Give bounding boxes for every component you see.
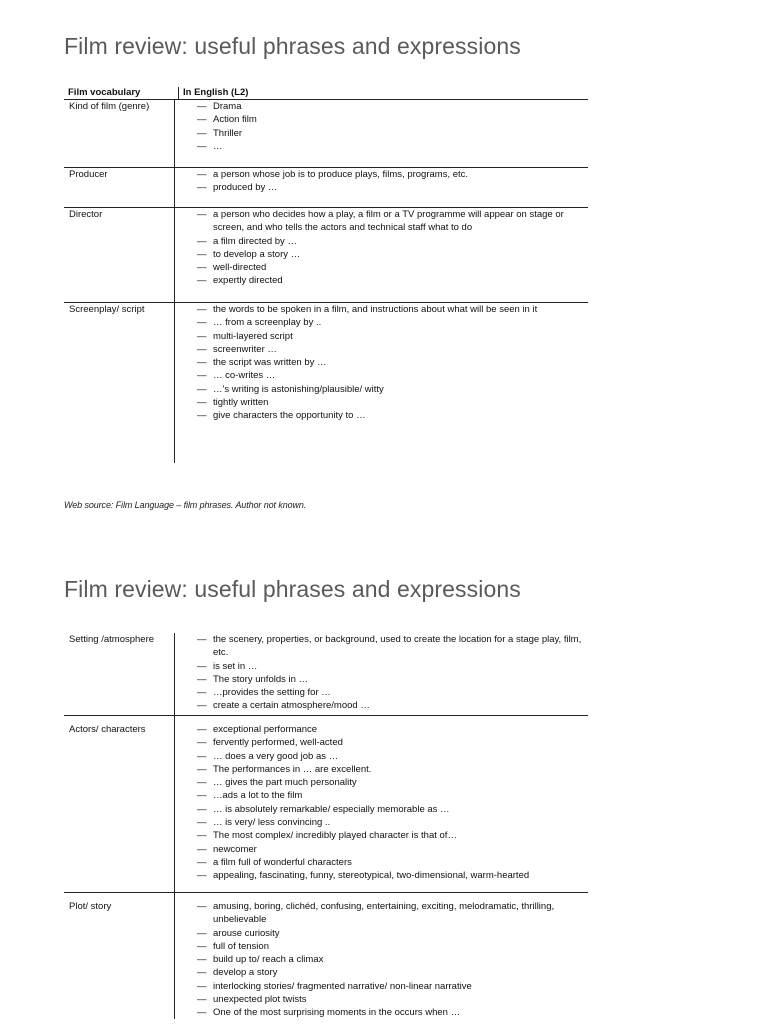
list-item (197, 803, 588, 816)
dash-bullet: — (197, 397, 207, 409)
row-label: Screenplay/ script (69, 304, 145, 315)
item-text: fervently performed, well-acted (213, 737, 343, 749)
row-items (174, 303, 588, 463)
dash-bullet: — (197, 856, 207, 868)
header-in-english: In English (L2) (178, 87, 588, 99)
dash-bullet: — (197, 700, 207, 712)
dash-bullet: — (197, 901, 207, 912)
list-item (197, 673, 588, 686)
dash-bullet: — (197, 673, 207, 685)
dash-bullet: — (197, 927, 207, 939)
dash-bullet: — (197, 410, 207, 422)
row-label: Producer (69, 169, 108, 180)
dash-bullet: — (197, 980, 207, 992)
item-text: exceptional performance (213, 724, 318, 735)
item-text: expertly directed (213, 275, 283, 287)
table-header (64, 87, 588, 100)
list-item (197, 829, 588, 842)
list-item (197, 776, 588, 789)
list-item (197, 966, 588, 979)
dash-bullet: — (197, 940, 207, 952)
dash-bullet: — (197, 724, 207, 735)
list-item (197, 274, 588, 287)
dash-bullet: — (197, 843, 207, 855)
list-item (197, 940, 588, 953)
dash-bullet: — (197, 870, 207, 882)
item-text: develop a story (213, 967, 278, 979)
list-item (197, 303, 588, 316)
list-item (197, 900, 588, 927)
item-text: the script was written by … (213, 357, 327, 369)
dash-bullet: — (197, 140, 207, 152)
item-text: arouse curiosity (213, 927, 280, 939)
list-item (197, 686, 588, 699)
list-item (197, 181, 588, 194)
list-item (197, 789, 588, 802)
page-title-2: Film review: useful phrases and expressions (64, 576, 521, 602)
list-item (197, 235, 588, 248)
list-item (197, 100, 588, 113)
dash-bullet: — (197, 235, 207, 247)
row-items (174, 893, 588, 1019)
dash-bullet: — (197, 737, 207, 749)
list-item (197, 633, 588, 660)
dash-bullet: — (197, 1007, 207, 1019)
table-row (64, 893, 588, 1019)
item-text: …'s writing is astonishing/plausible/ witty (213, 383, 384, 395)
dash-bullet: — (197, 182, 207, 194)
dash-bullet: — (197, 275, 207, 287)
item-text: produced by … (213, 182, 278, 194)
dash-bullet: — (197, 114, 207, 126)
dash-bullet: — (197, 357, 207, 369)
list-item (197, 248, 588, 261)
dash-bullet: — (197, 687, 207, 699)
item-text: One of the most surprising moments in the occurs when … (213, 1007, 461, 1019)
list-item (197, 113, 588, 126)
vocabulary-table-2 (64, 633, 588, 1019)
list-item (197, 383, 588, 396)
list-item (197, 261, 588, 274)
page-title: Film review: useful phrases and expressions (64, 33, 521, 59)
dash-bullet: — (197, 803, 207, 815)
item-text: multi-layered script (213, 330, 293, 342)
table-row (64, 633, 588, 716)
list-item (197, 409, 588, 422)
item-text: give characters the opportunity to … (213, 410, 366, 422)
item-text: build up to/ reach a climax (213, 954, 324, 966)
dash-bullet: — (197, 660, 207, 672)
dash-bullet: — (197, 994, 207, 1006)
item-text: Drama (213, 101, 242, 112)
list-item (197, 356, 588, 369)
item-text: create a certain atmosphere/mood … (213, 700, 370, 712)
dash-bullet: — (197, 262, 207, 274)
item-text: a film directed by … (213, 235, 297, 247)
web-source-note: Web source: Film Language – film phrases. Author not known. (64, 500, 307, 510)
list-item (197, 980, 588, 993)
list-item (197, 168, 588, 181)
item-text: well-directed (213, 262, 267, 274)
list-item (197, 736, 588, 749)
dash-bullet: — (197, 817, 207, 829)
dash-bullet: — (197, 383, 207, 395)
item-text: the scenery, properties, or background, used to create the location for a stage play, film, etc. (213, 634, 582, 659)
vocabulary-table-1 (64, 87, 588, 463)
item-text: Action film (213, 114, 257, 126)
item-text: Thriller (213, 127, 243, 139)
item-text: … does a very good job as … (213, 750, 339, 762)
row-label: Setting /atmosphere (69, 634, 155, 645)
item-text: a person whose job is to produce plays, films, programs, etc. (213, 169, 469, 180)
row-label: Kind of film (genre) (69, 101, 150, 112)
item-text: … from a screenplay by .. (213, 317, 322, 329)
dash-bullet: — (197, 967, 207, 979)
item-text: newcomer (213, 843, 257, 855)
list-item (197, 927, 588, 940)
item-text: The story unfolds in … (213, 673, 309, 685)
dash-bullet: — (197, 777, 207, 789)
row-items (174, 100, 588, 167)
list-item (197, 699, 588, 712)
item-text: …ads a lot to the film (213, 790, 303, 802)
dash-bullet: — (197, 317, 207, 329)
row-label: Director (69, 209, 103, 220)
list-item (197, 330, 588, 343)
list-item (197, 208, 588, 235)
item-text: full of tension (213, 940, 269, 952)
item-text: … is very/ less convincing .. (213, 817, 331, 829)
item-text: a film full of wonderful characters (213, 856, 352, 868)
item-text: the words to be spoken in a film, and instructions about what will be seen in it (213, 304, 538, 315)
dash-bullet: — (197, 763, 207, 775)
item-text: … (213, 140, 223, 152)
dash-bullet: — (197, 954, 207, 966)
row-label: Actors/ characters (69, 724, 146, 735)
dash-bullet: — (197, 750, 207, 762)
dash-bullet: — (197, 330, 207, 342)
item-text: interlocking stories/ fragmented narrative/ non-linear narrative (213, 980, 472, 992)
dash-bullet: — (197, 101, 207, 112)
table-row (64, 208, 588, 303)
list-item (197, 869, 588, 882)
list-item (197, 816, 588, 829)
header-film-vocabulary: Film vocabulary (68, 87, 141, 98)
list-item (197, 396, 588, 409)
list-item (197, 993, 588, 1006)
item-text: screenwriter … (213, 343, 277, 355)
dash-bullet: — (197, 169, 207, 180)
dash-bullet: — (197, 830, 207, 842)
dash-bullet: — (197, 634, 207, 645)
list-item (197, 763, 588, 776)
table-row (64, 303, 588, 463)
item-text: The most complex/ incredibly played character is that of… (213, 830, 457, 842)
list-item (197, 843, 588, 856)
row-items (174, 208, 588, 302)
item-text: unexpected plot twists (213, 994, 307, 1006)
dash-bullet: — (197, 127, 207, 139)
table-body (64, 633, 588, 1019)
item-text: amusing, boring, clichéd, confusing, entertaining, exciting, melodramatic, thrilling, unbelievable (213, 901, 555, 926)
item-text: is set in … (213, 660, 258, 672)
list-item (197, 140, 588, 153)
list-item (197, 856, 588, 869)
list-item (197, 343, 588, 356)
list-item (197, 953, 588, 966)
table-row (64, 100, 588, 168)
list-item (197, 369, 588, 382)
item-text: appealing, fascinating, funny, stereotypical, two-dimensional, warm-hearted (213, 870, 530, 882)
dash-bullet: — (197, 304, 207, 315)
list-item (197, 750, 588, 763)
row-label: Plot/ story (69, 901, 112, 912)
item-text: …provides the setting for … (213, 687, 331, 699)
list-item (197, 723, 588, 736)
list-item (197, 127, 588, 140)
row-items (174, 168, 588, 207)
dash-bullet: — (197, 370, 207, 382)
table-row (64, 716, 588, 893)
list-item (197, 316, 588, 329)
dash-bullet: — (197, 343, 207, 355)
row-items (174, 716, 588, 892)
list-item (197, 660, 588, 673)
dash-bullet: — (197, 248, 207, 260)
item-text: … is absolutely remarkable/ especially memorable as … (213, 803, 450, 815)
item-text: to develop a story … (213, 248, 301, 260)
item-text: a person who decides how a play, a film or a TV programme will appear on stage or screen, and who tells the actors and technical staff what to do (213, 209, 564, 234)
item-text: … co-writes … (213, 370, 276, 382)
item-text: … gives the part much personality (213, 777, 357, 789)
dash-bullet: — (197, 209, 207, 220)
dash-bullet: — (197, 790, 207, 802)
item-text: tightly written (213, 397, 269, 409)
list-item (197, 1006, 588, 1019)
table-body (64, 100, 588, 463)
item-text: The performances in … are excellent. (213, 763, 372, 775)
row-items (174, 633, 588, 715)
table-row (64, 168, 588, 208)
